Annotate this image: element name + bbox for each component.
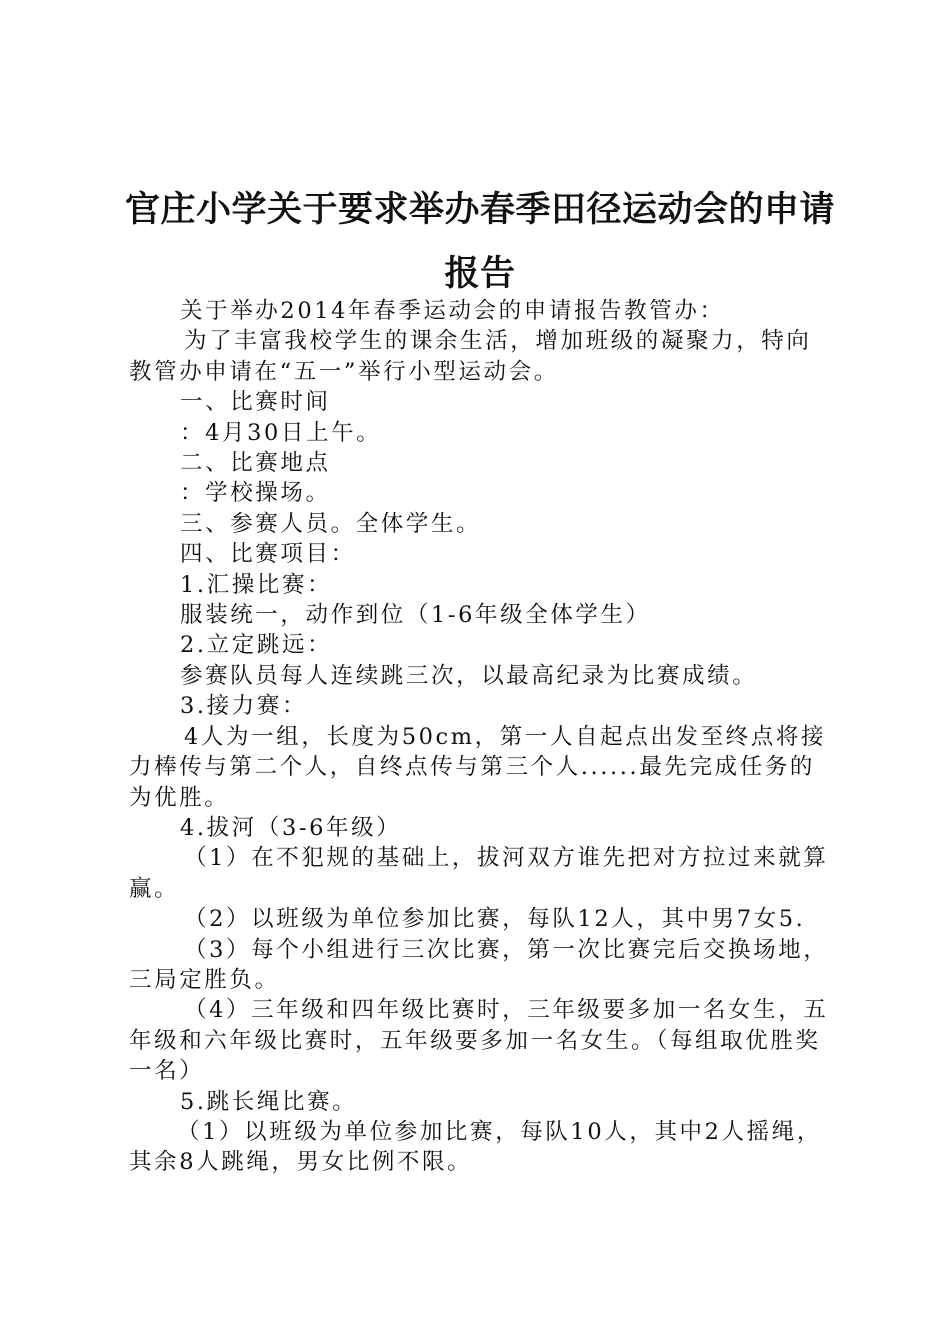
section-time-heading: 一、比赛时间 [180, 389, 331, 416]
section-participants: 三、参赛人员。全体学生。 [180, 510, 482, 537]
title-line-1: 官庄小学关于要求举办春季田径运动会的申请 [124, 190, 835, 230]
event-2-text: 参赛队员每人连续跳三次，以最高纪录为比赛成绩。 [180, 662, 758, 689]
event-5-rule-1: （1）以班级为单位参加比赛，每队10人，其中2人摇绳，其余8人跳绳，男女比例不限。 [129, 1118, 822, 1176]
event-4-rule-3: （3）每个小组进行三次比赛，第一次比赛完后交换场地，三局定胜负。 [129, 936, 829, 993]
event-4-rule-4: （4）三年级和四年级比赛时，三年级要多加一名女生，五年级和六年级比赛时，五年级要多加一名女生。（每组取优胜奖一名） [129, 997, 829, 1085]
document-title [110, 178, 850, 306]
event-1-text: 服装统一，动作到位（1-6年级全体学生） [180, 602, 651, 629]
section-events-heading: 四、比赛项目： [180, 541, 356, 568]
event-5-heading: 5.跳长绳比赛。 [180, 1088, 358, 1115]
event-2-heading: 2.立定跳远： [180, 632, 333, 659]
document-body [129, 296, 834, 1178]
section-time-value: ：4月30日上午。 [180, 419, 382, 446]
section-place-heading: 二、比赛地点 [180, 450, 331, 477]
event-3-text: 4人为一组，长度为50cm，第一人自起点出发至终点将接力棒传与第二个人，自终点传与第三个人......最先完成任务的为优胜。 [129, 723, 827, 811]
event-4-heading: 4.拔河（3-6年级） [180, 814, 402, 841]
title-line-2: 报告 [444, 254, 516, 294]
paragraph-heading-line: 关于举办2014年春季运动会的申请报告教管办： [180, 298, 725, 324]
event-4-rule-1: （1）在不犯规的基础上，拔河双方谁先把对方拉过来就算赢。 [129, 845, 829, 902]
event-3-heading: 3.接力赛： [180, 693, 308, 720]
paragraph-purpose: 为了丰富我校学生的课余生活，增加班级的凝聚力，特向教管办申请在“五一”举行小型运动会。 [129, 328, 812, 385]
event-4-rule-2: （2）以班级为单位参加比赛，每队12人，其中男7女5. [184, 906, 806, 933]
section-place-value: ：学校操场。 [180, 480, 331, 507]
event-1-heading: 1.汇操比赛： [180, 571, 333, 598]
